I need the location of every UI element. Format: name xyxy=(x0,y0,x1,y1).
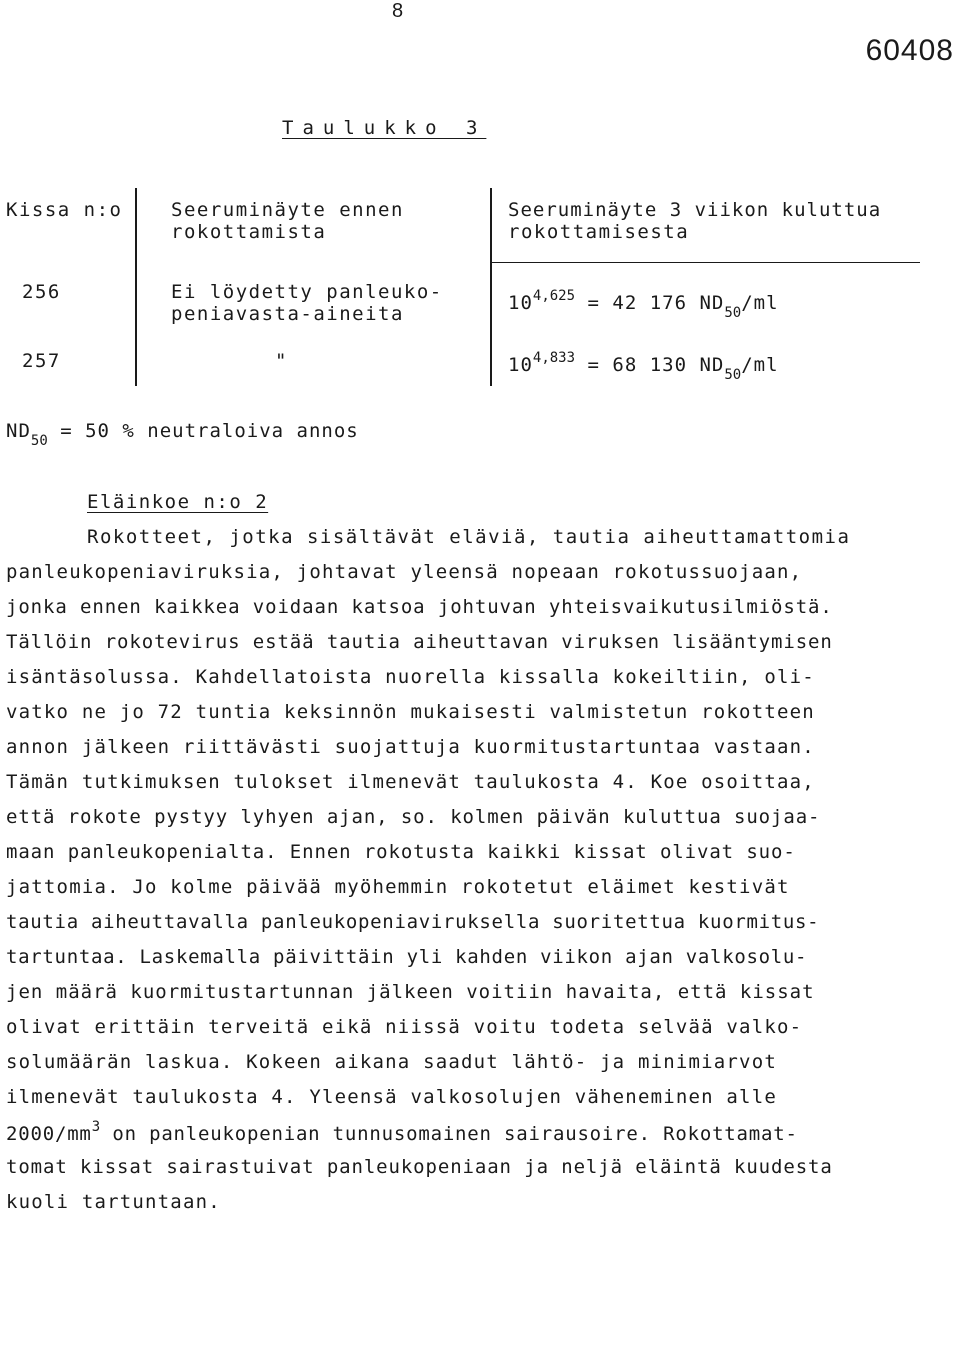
paragraph-line: vatko ne jo 72 tuntia keksinnön mukaisesti valmistetun rokotteen xyxy=(6,701,815,723)
before-value-line1: Ei löydetty panleuko- xyxy=(171,281,443,303)
titer-exponent-rest: ,833 xyxy=(541,350,576,366)
table-divider-left xyxy=(135,188,137,386)
footnote-nd: ND xyxy=(6,420,31,442)
paragraph-line: jonka ennen kaikkea voidaan katsoa johtuvan yhteisvaikutusilmiöstä. xyxy=(6,596,833,618)
paragraph-line: panleukopeniaviruksia, johtavat yleensä nopeaan rokotussuojaan, xyxy=(6,561,803,583)
col-header-after-line2: rokottamisesta xyxy=(508,221,690,243)
titer-exponent-rest: ,625 xyxy=(541,288,576,304)
table-header-underline xyxy=(492,262,920,263)
line-rest: on panleukopenian tunnusomainen sairausoire. Rokottamat- xyxy=(100,1123,798,1145)
titer-exponent: 4 xyxy=(532,350,542,366)
paragraph-line: tautia aiheuttavalla panleukopeniaviruksella suoritettua kuormitus- xyxy=(6,911,820,933)
paragraph-line: solumäärän laskua. Kokeen aikana saadut lähtö- ja minimiarvot xyxy=(6,1051,777,1073)
cat-number: 257 xyxy=(22,350,61,372)
document-number: 60408 xyxy=(865,34,954,67)
nd-subscript: 50 xyxy=(724,305,742,321)
paragraph-line: maan panleukopenialta. Ennen rokotusta kaikki kissat olivat suo- xyxy=(6,841,796,863)
paragraph-line: jattomia. Jo kolme päivää myöhemmin rokotetut eläimet kestivät xyxy=(6,876,790,898)
table-footnote xyxy=(6,420,359,449)
col-header-cat: Kissa n:o xyxy=(6,199,123,221)
paragraph-line: isäntäsolussa. Kahdellatoista nuorella kissalla kokeiltiin, oli- xyxy=(6,666,815,688)
nd-subscript: 50 xyxy=(724,367,742,383)
paragraph-line: ilmenevät taulukosta 4. Yleensä valkosolujen väheneminen alle xyxy=(6,1086,777,1108)
paragraph-line: että rokote pystyy lyhyen ajan, so. kolmen päivän kuluttua suojaa- xyxy=(6,806,821,828)
paragraph-line: jen määrä kuormitustartunnan jälkeen voitiin havaita, että kissat xyxy=(6,981,815,1003)
titer-unit: /ml xyxy=(741,354,779,376)
section-heading: Eläinkoe n:o 2 xyxy=(87,491,269,513)
cat-number: 256 xyxy=(22,281,61,303)
paragraph-line: Tällöin rokotevirus estää tautia aiheuttavan viruksen lisääntymisen xyxy=(6,631,833,653)
paragraph-line xyxy=(6,1119,798,1145)
unit-mm: 2000/mm xyxy=(6,1123,92,1145)
paragraph-line: kuoli tartuntaan. xyxy=(6,1191,221,1213)
paragraph-line: annon jälkeen riittävästi suojattuja kuormitustartuntaa vastaan. xyxy=(6,736,815,758)
titer-base: 10 xyxy=(508,292,533,314)
footnote-text: = 50 % neutraloiva annos xyxy=(47,420,359,442)
titer-base: 10 xyxy=(508,354,533,376)
titer-result: = 42 176 ND xyxy=(587,292,725,314)
titer-exponent: 4 xyxy=(532,288,542,304)
col-header-before-line2: rokottamista xyxy=(171,221,327,243)
table-title: Taulukko 3 xyxy=(282,117,487,139)
paragraph-line: tomat kissat sairastuivat panleukopeniaan ja neljä eläintä kuudesta xyxy=(6,1156,833,1178)
paragraph-line: Tämän tutkimuksen tulokset ilmenevät taulukosta 4. Koe osoittaa, xyxy=(6,771,815,793)
footnote-subscript: 50 xyxy=(30,433,48,449)
ditto-mark: " xyxy=(275,350,288,372)
paragraph-line: olivat erittäin terveitä eikä niissä voitu todeta selvää valko- xyxy=(6,1016,803,1038)
titer-formula xyxy=(508,350,779,383)
paragraph-line: tartuntaa. Laskemalla päivittäin yli kahden viikon ajan valkosolu- xyxy=(6,946,808,968)
titer-unit: /ml xyxy=(741,292,779,314)
unit-superscript: 3 xyxy=(91,1119,101,1135)
col-header-after-line1: Seeruminäyte 3 viikon kuluttua xyxy=(508,199,882,221)
col-header-before-line1: Seeruminäyte ennen xyxy=(171,199,404,221)
page-number: 8 xyxy=(392,0,404,22)
titer-result: = 68 130 ND xyxy=(587,354,725,376)
paragraph-line: Rokotteet, jotka sisältävät eläviä, tautia aiheuttamattomia xyxy=(87,526,851,548)
titer-formula xyxy=(508,288,779,321)
table-divider-right xyxy=(490,188,492,386)
before-value-line2: peniavasta-aineita xyxy=(171,303,404,325)
